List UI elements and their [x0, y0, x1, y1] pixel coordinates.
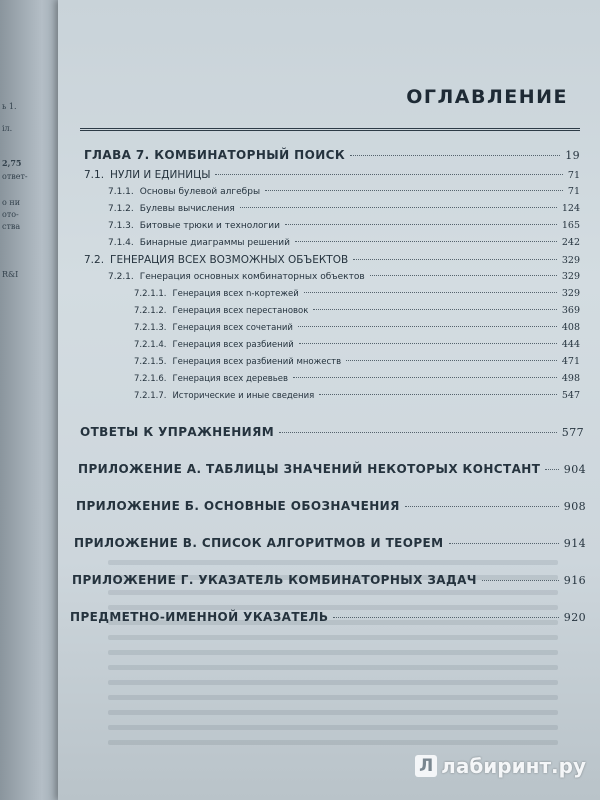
toc-entry-number: 7.2.1.1. [134, 289, 167, 299]
toc-subsection-entry[interactable] [108, 220, 580, 231]
toc-entry-label: Генерация всех разбиений [172, 340, 294, 350]
toc-entry-page: 165 [561, 220, 580, 231]
left-page-fragment: ь 1. [2, 102, 17, 111]
leader-dots [298, 326, 557, 327]
toc-backmatter-entry[interactable] [74, 536, 586, 550]
toc-entry-label: ПРИЛОЖЕНИЕ А. ТАБЛИЦЫ ЗНАЧЕНИЙ НЕКОТОРЫХ КОНСТАНТ [78, 462, 541, 476]
leader-dots [405, 506, 559, 507]
toc-subsubsection-entry[interactable] [134, 339, 580, 350]
toc-entry-label: ПРИЛОЖЕНИЕ Б. ОСНОВНЫЕ ОБОЗНАЧЕНИЯ [76, 499, 400, 513]
toc-entry-label: ГЕНЕРАЦИЯ ВСЕХ ВОЗМОЖНЫХ ОБЪЕКТОВ [110, 254, 349, 266]
toc-entry-page: 242 [561, 237, 580, 248]
leader-dots [304, 292, 557, 293]
toc-entry-number: 7.1. [84, 169, 105, 181]
toc-subsection-entry[interactable] [108, 237, 580, 248]
toc-entry-page: 71 [567, 170, 580, 181]
left-page-fragment: 2,75 [2, 158, 22, 168]
toc-entry-number: 7.2. [84, 254, 105, 266]
toc-entry-number: 7.1.4. [108, 238, 134, 248]
toc-entry-page: 547 [561, 390, 580, 401]
toc-entry-page: 577 [561, 426, 584, 439]
left-page-fragment: о ни [2, 198, 21, 207]
toc-entry-page: 71 [567, 186, 580, 197]
header-rule [80, 130, 580, 131]
toc-entry-label: Генерация всех сочетаний [172, 323, 293, 333]
toc-entry-page: 908 [563, 500, 586, 513]
toc-subsection-entry[interactable] [108, 203, 580, 214]
toc-subsubsection-entry[interactable] [134, 373, 580, 384]
toc-entry-number: 7.2.1.4. [134, 340, 167, 350]
toc-entry-page: 920 [563, 611, 586, 624]
toc-entry-label: Генерация всех деревьев [172, 374, 289, 384]
leader-dots [295, 241, 557, 242]
toc-entry-number: 7.1.3. [108, 221, 134, 231]
leader-dots [353, 259, 557, 260]
toc-entry-page: 408 [561, 322, 580, 333]
toc-entry-label: ПРЕДМЕТНО-ИМЕННОЙ УКАЗАТЕЛЬ [70, 610, 329, 624]
toc-chapter-entry[interactable] [84, 148, 580, 162]
leader-dots [313, 309, 556, 310]
left-page-fragment: ответ- [2, 172, 28, 181]
toc-subsubsection-entry[interactable] [134, 305, 580, 316]
leader-dots [279, 432, 557, 433]
labyrinth-logo-icon: Л [415, 755, 437, 777]
toc-entry-number: 7.2.1.6. [134, 374, 167, 384]
toc-entry-page: 329 [561, 288, 580, 299]
toc-backmatter-entry[interactable] [72, 573, 586, 587]
leader-dots [319, 394, 557, 395]
left-page-fragment: ства [2, 222, 21, 231]
toc-subsubsection-entry[interactable] [134, 356, 580, 367]
watermark-logo [415, 754, 586, 778]
toc-entry-page: 471 [561, 356, 580, 367]
book-page [58, 0, 600, 800]
toc-entry-number: 7.2.1. [108, 272, 134, 282]
toc-entry-label: Исторические и иные сведения [172, 391, 315, 401]
toc-subsubsection-entry[interactable] [134, 288, 580, 299]
leader-dots [370, 275, 557, 276]
toc-entry-page: 329 [561, 255, 580, 266]
toc-subsubsection-entry[interactable] [134, 390, 580, 401]
toc-subsection-entry[interactable] [108, 186, 580, 197]
left-page-edge [0, 0, 60, 800]
leader-dots [293, 377, 557, 378]
toc-entry-page: 444 [561, 339, 580, 350]
left-page-fragment: іл. [2, 124, 13, 133]
left-page-fragment: R&I [2, 270, 19, 279]
leader-dots [240, 207, 557, 208]
leader-dots [215, 174, 562, 175]
toc-section-entry[interactable] [84, 169, 580, 181]
toc-entry-page: 904 [563, 463, 586, 476]
leader-dots [545, 469, 558, 470]
toc-entry-number: 7.1.2. [108, 204, 134, 214]
left-page-fragment: ото- [2, 210, 19, 219]
toc-entry-label: Булевы вычисления [139, 204, 235, 214]
toc-entry-page: 916 [563, 574, 586, 587]
toc-entry-page: 369 [561, 305, 580, 316]
leader-dots [482, 580, 559, 581]
toc-entry-label: ГЛАВА 7. КОМБИНАТОРНЫЙ ПОИСК [84, 148, 346, 162]
toc-section-entry[interactable] [84, 254, 580, 266]
toc-entry-label: ОТВЕТЫ К УПРАЖНЕНИЯМ [80, 425, 275, 439]
toc-entry-label: Битовые трюки и технологии [139, 221, 280, 231]
toc-entry-label: ПРИЛОЖЕНИЕ В. СПИСОК АЛГОРИТМОВ И ТЕОРЕМ [74, 536, 444, 550]
watermark-brand: лабиринт.ру [441, 754, 586, 778]
toc-entry-number: 7.2.1.7. [134, 391, 167, 401]
leader-dots [449, 543, 559, 544]
toc-entry-page: 498 [561, 373, 580, 384]
toc-subsection-entry[interactable] [108, 271, 580, 282]
toc-entry-label: Основы булевой алгебры [139, 187, 261, 197]
leader-dots [350, 155, 560, 156]
leader-dots [346, 360, 557, 361]
toc-entry-label: Генерация всех перестановок [172, 306, 309, 316]
toc-subsubsection-entry[interactable] [134, 322, 580, 333]
toc-entry-label: Генерация основных комбинаторных объектов [139, 272, 365, 282]
leader-dots [285, 224, 557, 225]
toc-entry-page: 329 [561, 271, 580, 282]
toc-entry-page: 124 [561, 203, 580, 214]
toc-entry-label: НУЛИ И ЕДИНИЦЫ [110, 169, 211, 181]
toc-backmatter-entry[interactable] [76, 499, 586, 513]
toc-entry-label: Генерация всех разбиений множеств [172, 357, 342, 367]
toc-entry-number: 7.2.1.3. [134, 323, 167, 333]
toc-backmatter-entry[interactable] [80, 425, 584, 439]
toc-entry-number: 7.1.1. [108, 187, 134, 197]
page-title: ОГЛАВЛЕНИЕ [406, 86, 568, 108]
toc-entry-label: ПРИЛОЖЕНИЕ Г. УКАЗАТЕЛЬ КОМБИНАТОРНЫХ ЗАДАЧ [72, 573, 477, 587]
toc-entry-label: Генерация всех n-кортежей [172, 289, 299, 299]
toc-backmatter-entry[interactable] [70, 610, 586, 624]
toc-entry-page: 19 [565, 149, 580, 162]
leader-dots [265, 190, 563, 191]
leader-dots [299, 343, 557, 344]
toc-entry-label: Бинарные диаграммы решений [139, 238, 290, 248]
header-rule [80, 128, 580, 129]
toc-entry-page: 914 [563, 537, 586, 550]
toc-backmatter-entry[interactable] [78, 462, 586, 476]
toc-entry-number: 7.2.1.5. [134, 357, 167, 367]
toc-entry-number: 7.2.1.2. [134, 306, 167, 316]
leader-dots [333, 617, 558, 618]
